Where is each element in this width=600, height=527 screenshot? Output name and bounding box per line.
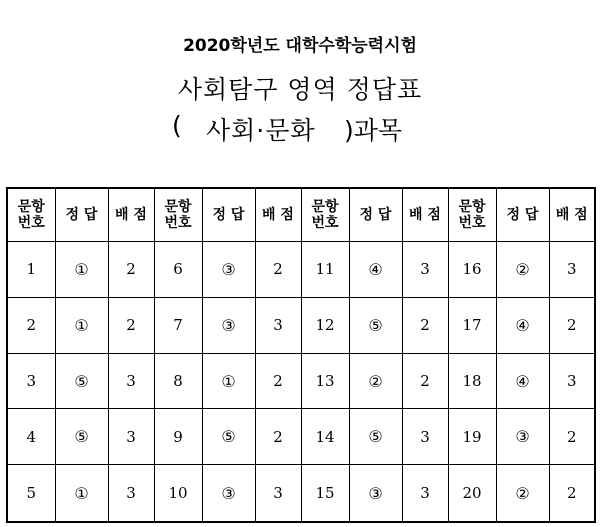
subject-close-paren: )과목 bbox=[344, 116, 403, 145]
points-value: 2 bbox=[255, 353, 301, 409]
subject-title bbox=[172, 111, 432, 145]
answer-choice: ③ bbox=[202, 297, 255, 353]
points-value: 3 bbox=[402, 465, 448, 522]
answer-choice: ④ bbox=[496, 353, 549, 409]
points-value: 2 bbox=[402, 353, 448, 409]
area-title: 사회탐구 영역 정답표 bbox=[177, 75, 423, 104]
answer-choice: ② bbox=[349, 353, 402, 409]
points-value: 2 bbox=[255, 242, 301, 298]
points-value: 2 bbox=[108, 242, 154, 298]
table-row bbox=[7, 409, 595, 465]
points-value: 2 bbox=[549, 297, 595, 353]
answer-choice: ⑤ bbox=[349, 409, 402, 465]
points-header: 배 점 bbox=[108, 188, 154, 242]
answer-choice: ④ bbox=[496, 297, 549, 353]
answer-header: 정 답 bbox=[349, 188, 402, 242]
question-number: 11 bbox=[301, 242, 349, 298]
question-number: 20 bbox=[448, 465, 496, 522]
table-row bbox=[7, 242, 595, 298]
points-value: 3 bbox=[402, 409, 448, 465]
answer-choice: ③ bbox=[349, 465, 402, 522]
question-number: 7 bbox=[154, 297, 202, 353]
header-row bbox=[7, 188, 595, 242]
points-header: 배 점 bbox=[402, 188, 448, 242]
question-number: 16 bbox=[448, 242, 496, 298]
question-number: 19 bbox=[448, 409, 496, 465]
answer-choice: ③ bbox=[496, 409, 549, 465]
exam-title: 2020학년도 대학수학능력시험 bbox=[183, 36, 417, 56]
answer-choice: ② bbox=[496, 465, 549, 522]
question-number: 4 bbox=[7, 409, 55, 465]
answer-table bbox=[6, 187, 596, 523]
answer-choice: ② bbox=[496, 242, 549, 298]
question-number: 1 bbox=[7, 242, 55, 298]
answer-choice: ③ bbox=[202, 242, 255, 298]
table-row bbox=[7, 353, 595, 409]
points-header: 배 점 bbox=[255, 188, 301, 242]
question-number: 17 bbox=[448, 297, 496, 353]
answer-header: 정 답 bbox=[55, 188, 108, 242]
answer-choice: ③ bbox=[202, 465, 255, 522]
question-number: 6 bbox=[154, 242, 202, 298]
points-value: 2 bbox=[255, 409, 301, 465]
answer-choice: ⑤ bbox=[55, 409, 108, 465]
question-number-header: 문항 번호 bbox=[301, 188, 349, 242]
answer-choice: ⑤ bbox=[202, 409, 255, 465]
question-number: 5 bbox=[7, 465, 55, 522]
points-value: 3 bbox=[108, 353, 154, 409]
points-value: 3 bbox=[549, 353, 595, 409]
points-value: 2 bbox=[549, 409, 595, 465]
question-number: 12 bbox=[301, 297, 349, 353]
points-value: 3 bbox=[108, 465, 154, 522]
question-number: 13 bbox=[301, 353, 349, 409]
answer-header: 정 답 bbox=[202, 188, 255, 242]
question-number-header: 문항 번호 bbox=[448, 188, 496, 242]
answer-choice: ⑤ bbox=[349, 297, 402, 353]
question-number: 2 bbox=[7, 297, 55, 353]
table-row bbox=[7, 297, 595, 353]
question-number-header: 문항 번호 bbox=[7, 188, 55, 242]
question-number: 10 bbox=[154, 465, 202, 522]
table-row bbox=[7, 465, 595, 522]
points-value: 3 bbox=[402, 242, 448, 298]
question-number: 18 bbox=[448, 353, 496, 409]
points-value: 2 bbox=[108, 297, 154, 353]
answer-choice: ⑤ bbox=[55, 353, 108, 409]
points-value: 2 bbox=[402, 297, 448, 353]
points-value: 3 bbox=[255, 297, 301, 353]
answer-choice: ① bbox=[55, 242, 108, 298]
question-number-header: 문항 번호 bbox=[154, 188, 202, 242]
question-number: 3 bbox=[7, 353, 55, 409]
answer-header: 정 답 bbox=[496, 188, 549, 242]
subject-open-paren: ( bbox=[172, 111, 182, 140]
question-number: 8 bbox=[154, 353, 202, 409]
question-number: 15 bbox=[301, 465, 349, 522]
answer-choice: ④ bbox=[349, 242, 402, 298]
points-value: 2 bbox=[549, 465, 595, 522]
points-header: 배 점 bbox=[549, 188, 595, 242]
points-value: 3 bbox=[255, 465, 301, 522]
answer-choice: ① bbox=[55, 297, 108, 353]
question-number: 9 bbox=[154, 409, 202, 465]
subject-name: 사회·문화 bbox=[206, 116, 316, 145]
points-value: 3 bbox=[108, 409, 154, 465]
question-number: 14 bbox=[301, 409, 349, 465]
points-value: 3 bbox=[549, 242, 595, 298]
answer-choice: ① bbox=[55, 465, 108, 522]
answer-choice: ① bbox=[202, 353, 255, 409]
